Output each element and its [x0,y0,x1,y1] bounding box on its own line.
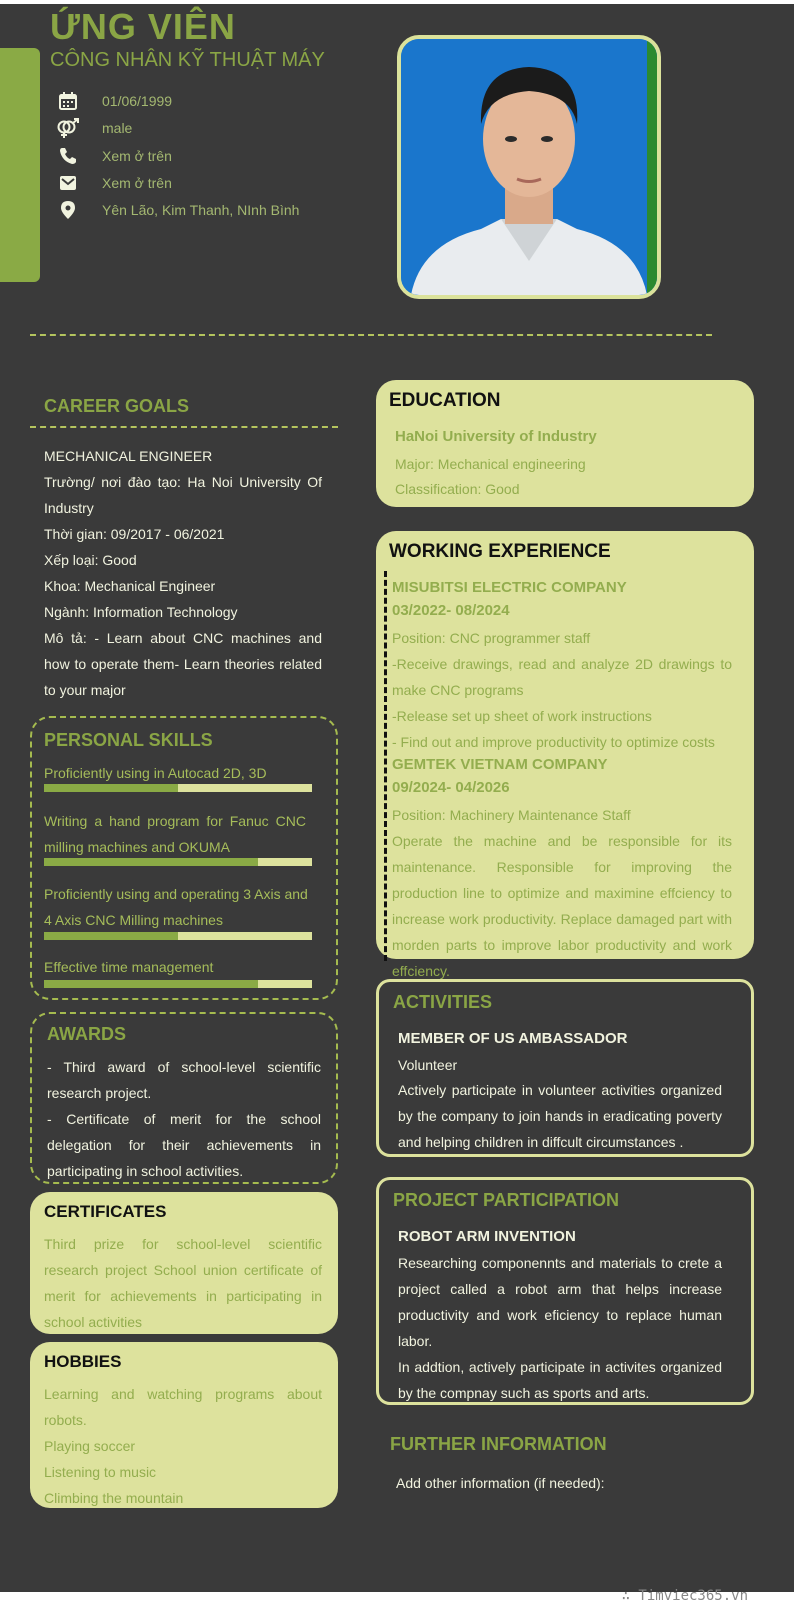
job-detail-line: Operate the machine and be responsible for its maintenance. Responsible for improving the production line to optimize and maximine effciency to increase work productivity. Replace damaged part with morden parts to improve labor productivity and work effciency. [392,833,732,979]
education-major: Major: Mechanical engineering [395,456,586,472]
info-gender [56,116,133,140]
phone-icon [56,144,80,168]
info-email [56,171,172,195]
info-address [56,198,300,222]
skill-label: Proficiently using in Autocad 2D, 3D [44,765,267,781]
hobby-item: Learning and watching programs about robots. [44,1386,322,1428]
timeline-line [384,571,387,961]
career-line: Xếp loại: Good [44,552,137,568]
education-title: EDUCATION [389,390,501,411]
career-line: Trường/ nơi đào tạo: Ha Noi University Of Industry [44,474,322,516]
job-detail-line: Position: Machinery Maintenance Staff [392,807,631,823]
hobbies-panel [30,1342,338,1508]
job-company: GEMTEK VIETNAM COMPANY [392,756,608,773]
map-pin-icon [56,198,80,222]
hobbies-title: HOBBIES [44,1352,122,1371]
skill-bar [44,784,312,792]
experience-title: WORKING EXPERIENCE [389,541,611,562]
education-panel [376,380,754,507]
certificates-panel [30,1192,338,1334]
gender-text: male [102,120,133,136]
skill-bar-fill [44,858,258,866]
calendar-icon [56,89,80,113]
project-line: In addtion, actively participate in activites organized by the compnay such as sports and arts. [398,1359,722,1401]
awards-body [47,1054,321,1184]
info-phone [56,144,172,168]
job-detail-line: -Receive drawings, read and analyze 2D drawings to make CNC programs [392,656,732,698]
career-line: Mô tả: - Learn about CNC machines and how to operate them- Learn theories related to your major [44,630,322,698]
awards-title: AWARDS [47,1024,127,1044]
skill-bar [44,980,312,988]
job-details [392,802,732,984]
further-info-text: Add other information (if needed): [396,1475,605,1491]
project-description [398,1250,722,1406]
activity-name: MEMBER OF US AMBASSADOR [398,1030,628,1047]
education-classification: Classification: Good [395,481,520,497]
job-period: 03/2022- 08/2024 [392,602,510,619]
hobby-item: Playing soccer [44,1438,136,1454]
certificates-body: Third prize for school-level scientific research project School union certificate of merit for achievements in participating in school activities [44,1236,322,1330]
gender-icon [56,116,80,140]
further-info-title: FURTHER INFORMATION [390,1434,607,1454]
career-goals-underline [30,426,338,428]
career-line: MECHANICAL ENGINEER [44,448,213,464]
hobby-item: Climbing the mountain [44,1490,184,1506]
career-line: Ngành: Information Technology [44,604,238,620]
skill-bar-fill [44,980,258,988]
skill-label: Writing a hand program for Fanuc CNC milling machines and OKUMA [44,813,306,855]
awards-panel [30,1012,338,1184]
project-line: Researching componennts and materials to crete a project called a robot arm that helps increase productivity and work eficiency to replace human labor. [398,1255,722,1349]
job-detail-line: - Find out and improve productivity to optimize costs [392,734,715,750]
profile-photo [397,35,661,299]
phone-text: Xem ở trên [102,148,172,164]
projects-title: PROJECT PARTICIPATION [393,1190,620,1210]
cv-page [0,4,794,1592]
accent-bar [0,48,40,282]
info-birthdate [56,89,173,113]
projects-panel [376,1177,754,1405]
job-details [392,625,732,755]
certificates-title: CERTIFICATES [44,1202,167,1221]
candidate-name: ỨNG VIÊN [50,6,236,47]
skill-bar [44,858,312,866]
experience-panel [376,531,754,979]
activity-role: Volunteer [398,1057,458,1073]
job-period: 09/2024- 04/2026 [392,779,510,796]
job-detail-line: Position: CNC programmer staff [392,630,591,646]
activity-description: Actively participate in volunteer activities organized by the company to join hands in eradicating poverty and helping children in diffcult circumstances . [398,1082,722,1150]
education-school: HaNoi University of Industry [395,428,597,445]
hobbies-body [44,1381,322,1511]
activities-panel [376,979,754,1157]
job-title: CÔNG NHÂN KỸ THUẬT MÁY [50,49,325,71]
activities-title: ACTIVITIES [393,992,493,1012]
personal-skills-panel [30,716,338,1000]
career-line: Thời gian: 09/2017 - 06/2021 [44,526,225,542]
job-company: MISUBITSI ELECTRIC COMPANY [392,579,627,596]
award-item: - Certificate of merit for the school delegation for their achievements in participating in school activities. [47,1111,321,1179]
award-item: - Third award of school-level scientific research project. [47,1059,321,1101]
email-text: Xem ở trên [102,175,172,191]
project-name: ROBOT ARM INVENTION [398,1228,576,1245]
skill-label: Effective time management [44,959,214,975]
personal-skills-title: PERSONAL SKILLS [44,730,213,750]
birthdate-text: 01/06/1999 [102,93,173,109]
career-goals-title: CAREER GOALS [44,396,190,416]
skill-bar-fill [44,932,178,940]
skill-bar [44,932,312,940]
skill-bar-fill [44,784,178,792]
skill-label: Proficiently using and operating 3 Axis and 4 Axis CNC Milling machines [44,886,308,928]
address-text: Yên Lão, Kim Thanh, NInh Bình [102,202,300,218]
career-line: Khoa: Mechanical Engineer [44,578,216,594]
section-divider [30,334,712,336]
career-goals-body [44,443,322,703]
site-watermark: ∴ Timviec365.vn [621,1588,748,1604]
envelope-icon [56,171,80,195]
job-detail-line: -Release set up sheet of work instructions [392,708,652,724]
hobby-item: Listening to music [44,1464,157,1480]
